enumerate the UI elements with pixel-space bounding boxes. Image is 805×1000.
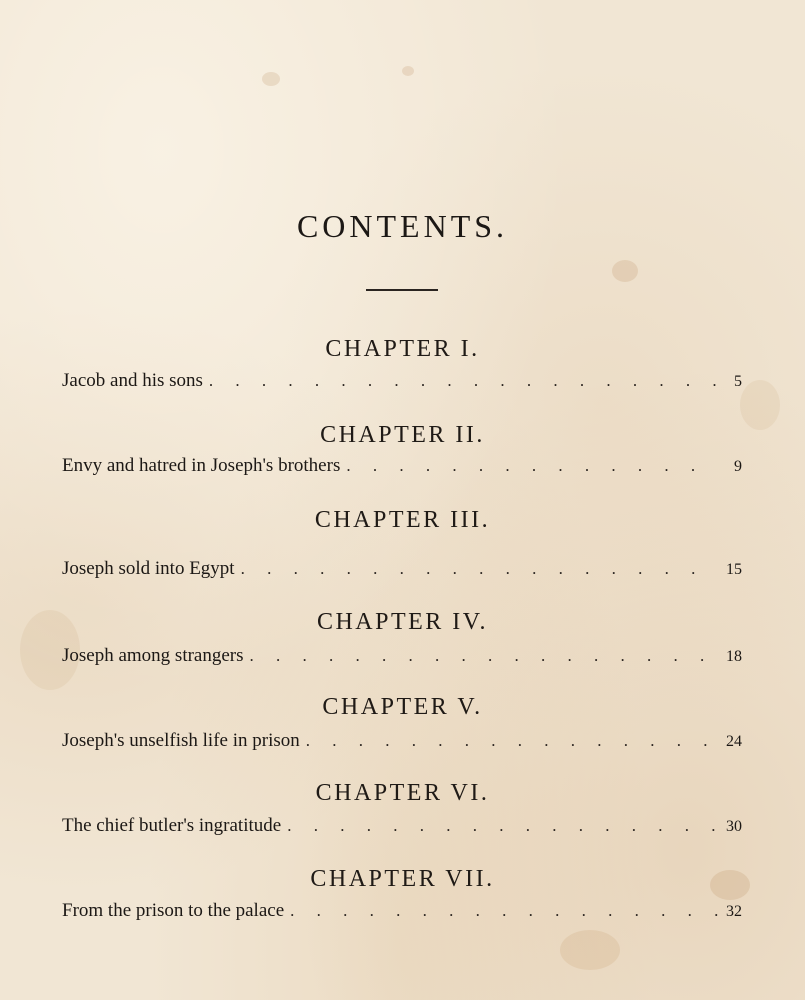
toc-entry-page: 5 [734, 373, 742, 390]
dot-leader [287, 816, 718, 836]
toc-entry-title: The chief butler's ingratitude [62, 815, 282, 836]
page-title: CONTENTS. [296, 208, 509, 244]
paper-stain [612, 260, 638, 282]
toc-entry-page: 15 [726, 561, 742, 578]
toc-entry-page: 32 [726, 903, 742, 920]
toc-entry-page: 18 [726, 648, 742, 665]
toc-entry [62, 815, 742, 837]
dot-leader [250, 646, 718, 666]
chapter-heading: CHAPTER IV. [316, 609, 489, 635]
dot-leader [306, 731, 718, 751]
toc-entry [62, 455, 742, 477]
toc-entry [62, 558, 742, 580]
toc-entry-page: 24 [726, 733, 742, 750]
toc-entry [62, 645, 742, 667]
paper-stain [262, 72, 280, 86]
toc-entry [62, 900, 742, 922]
toc-entry-title: Joseph sold into Egypt [62, 558, 235, 579]
chapter-heading: CHAPTER V. [322, 694, 483, 720]
toc-entry-title: Joseph's unselfish life in prison [62, 730, 300, 751]
toc-entry-title: Joseph among strangers [62, 645, 244, 666]
chapter-heading: CHAPTER VI. [315, 780, 490, 806]
toc-entry-page: 9 [734, 458, 742, 475]
toc-entry [62, 370, 742, 392]
toc-entry-title: Envy and hatred in Joseph's brothers [62, 455, 341, 476]
dot-leader [290, 901, 718, 921]
title-divider [366, 289, 438, 291]
chapter-heading: CHAPTER III. [314, 507, 491, 533]
toc-entry [62, 730, 742, 752]
paper-stain [402, 66, 414, 76]
dot-leader [346, 456, 718, 476]
toc-entry-title: Jacob and his sons [62, 370, 203, 391]
chapter-heading: CHAPTER VII. [310, 866, 495, 892]
dot-leader [209, 371, 718, 391]
chapter-heading: CHAPTER I. [325, 336, 480, 362]
toc-entry-title: From the prison to the palace [62, 900, 285, 921]
toc-entry-page: 30 [726, 818, 742, 835]
dot-leader [241, 559, 718, 579]
chapter-heading: CHAPTER II. [320, 422, 485, 448]
paper-stain [560, 930, 620, 970]
